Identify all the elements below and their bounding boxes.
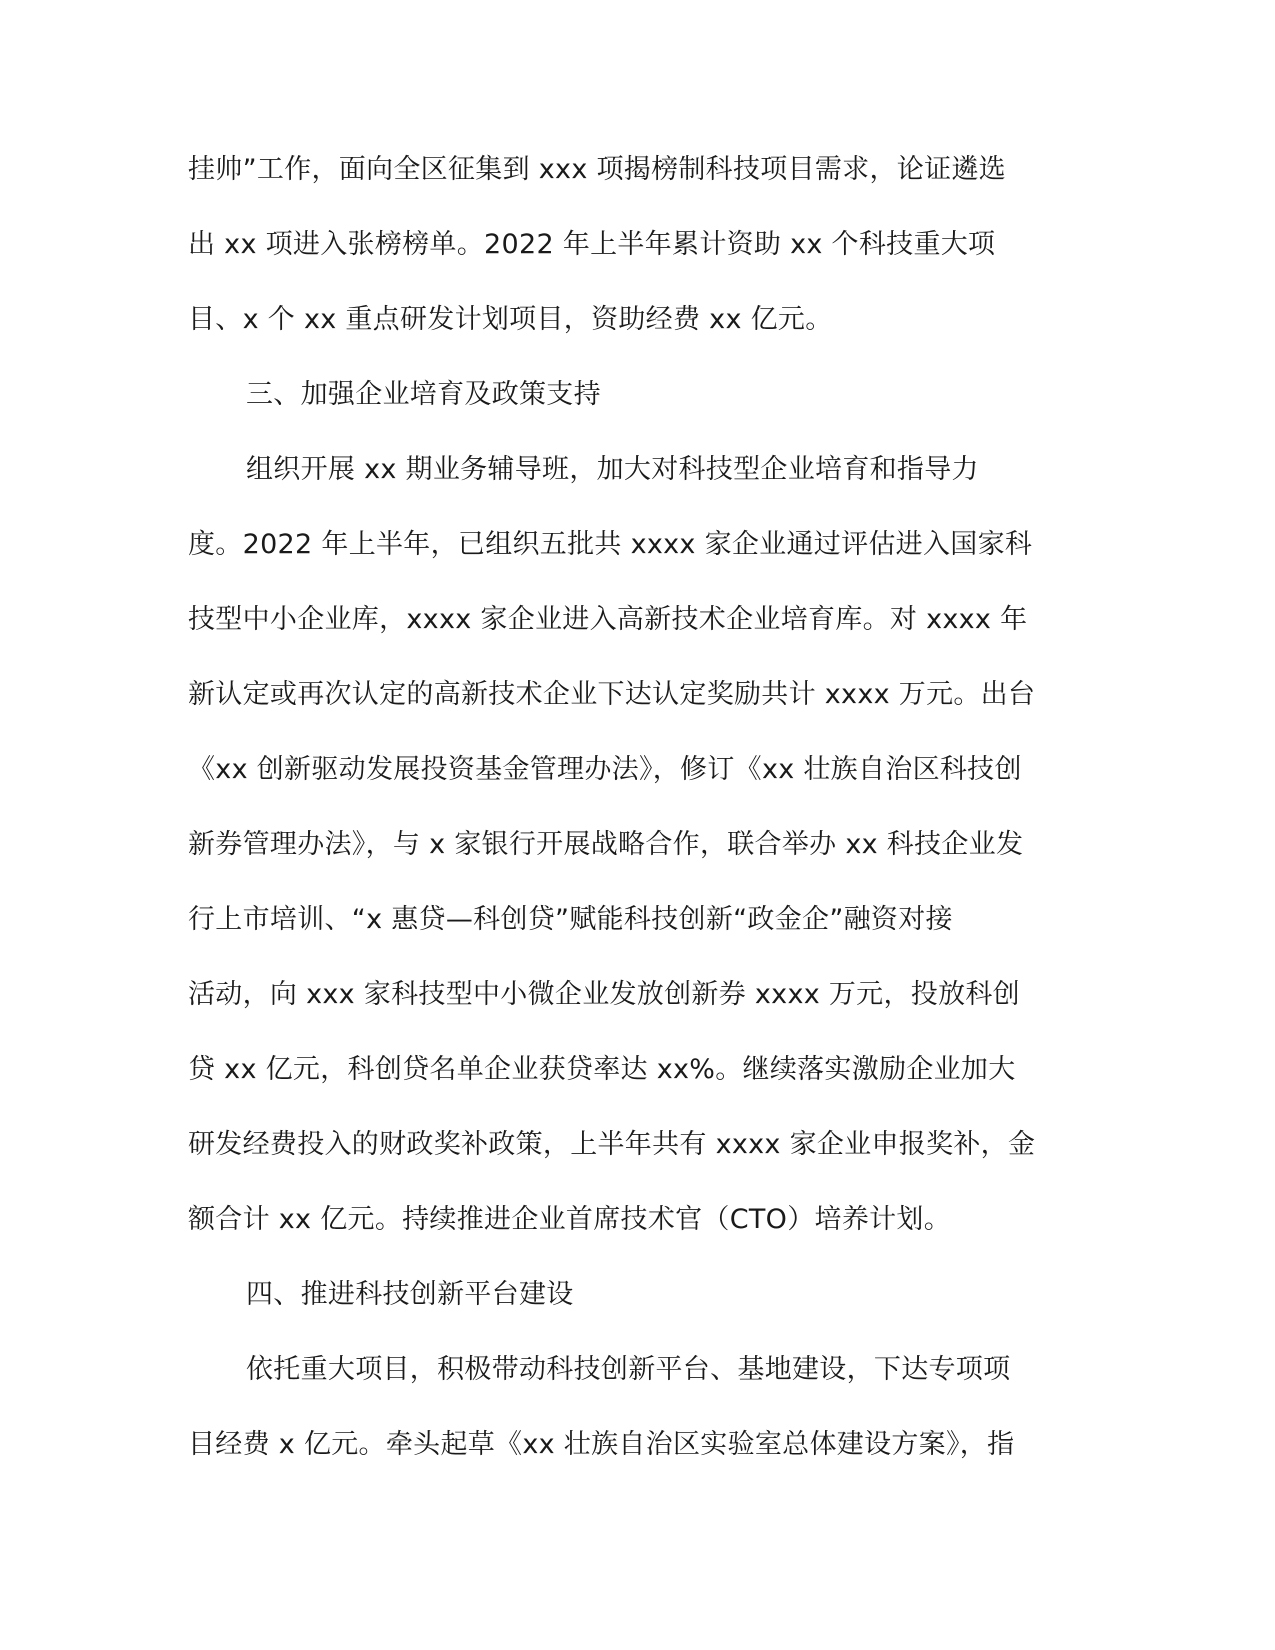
paragraph-line: 研发经费投入的财政奖补政策，上半年共有 xxxx 家企业申报奖补，金 — [188, 1129, 1036, 1160]
paragraph-line: 出 xx 项进入张榜榜单。2022 年上半年累计资助 xx 个科技重大项 — [188, 229, 996, 260]
paragraph-line: 目、x 个 xx 重点研发计划项目，资助经费 xx 亿元。 — [188, 304, 833, 335]
section-heading: 四、推进科技创新平台建设 — [246, 1279, 574, 1310]
section-heading: 三、加强企业培育及政策支持 — [246, 379, 601, 410]
paragraph-line: 组织开展 xx 期业务辅导班，加大对科技型企业培育和指导力 — [246, 454, 979, 485]
paragraph-line: 额合计 xx 亿元。持续推进企业首席技术官（CTO）培养计划。 — [188, 1204, 952, 1235]
paragraph-line: 新券管理办法》，与 x 家银行开展战略合作，联合举办 xx 科技企业发 — [188, 829, 1024, 860]
paragraph-line: 行上市培训、“x 惠贷—科创贷”赋能科技创新“政金企”融资对接 — [188, 904, 953, 935]
paragraph-line: 贷 xx 亿元，科创贷名单企业获贷率达 xx%。继续落实激励企业加大 — [188, 1054, 1016, 1085]
paragraph-line: 目经费 x 亿元。牵头起草《xx 壮族自治区实验室总体建设方案》，指 — [188, 1429, 1015, 1460]
paragraph-line: 活动，向 xxx 家科技型中小微企业发放创新券 xxxx 万元，投放科创 — [188, 979, 1020, 1010]
paragraph-line: 挂帅”工作，面向全区征集到 xxx 项揭榜制科技项目需求，论证遴选 — [188, 154, 1006, 185]
paragraph-line: 新认定或再次认定的高新技术企业下达认定奖励共计 xxxx 万元。出台 — [188, 679, 1036, 710]
paragraph-line: 依托重大项目，积极带动科技创新平台、基地建设，下达专项项 — [246, 1354, 1011, 1385]
paragraph-line: 度。2022 年上半年，已组织五批共 xxxx 家企业通过评估进入国家科 — [188, 529, 1033, 560]
paragraph-line: 技型中小企业库，xxxx 家企业进入高新技术企业培育库。对 xxxx 年 — [188, 604, 1028, 635]
paragraph-line: 《xx 创新驱动发展投资基金管理办法》，修订《xx 壮族自治区科技创 — [188, 754, 1022, 785]
